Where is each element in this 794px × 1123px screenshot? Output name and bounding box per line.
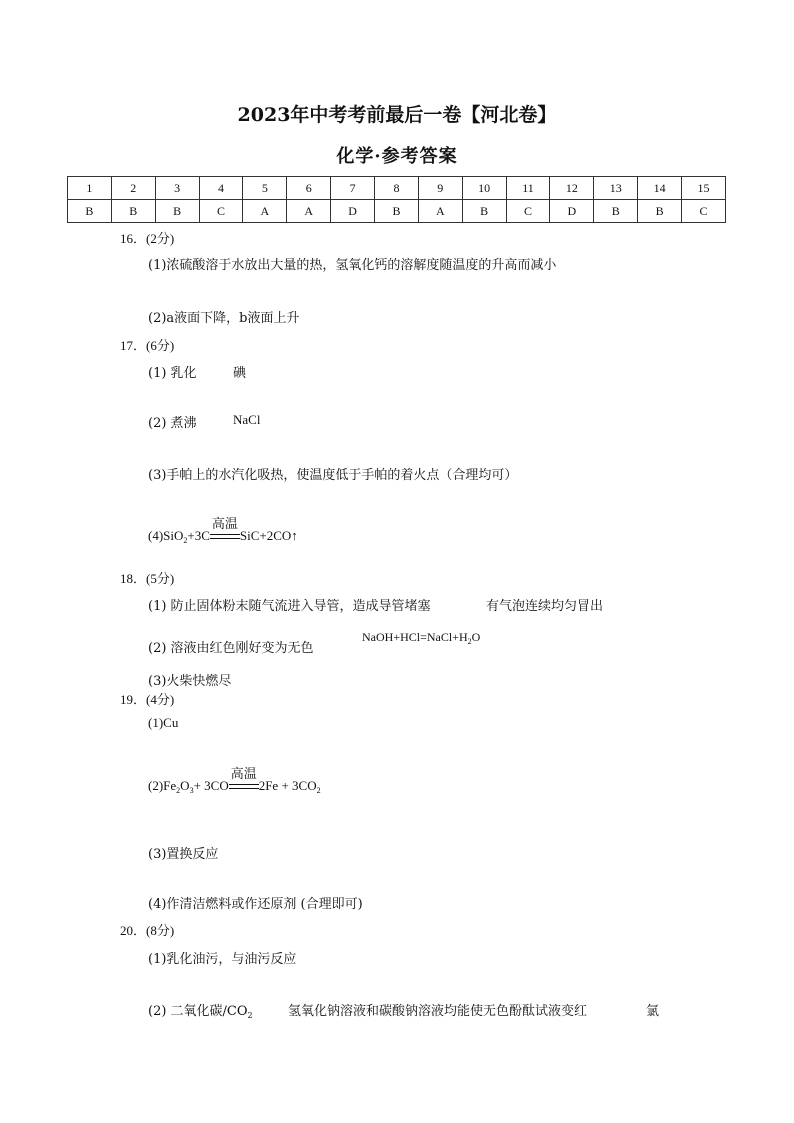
question-number-cell: 6 xyxy=(287,177,331,200)
q18-answer-2a: (2) 溶液由红色刚好变为无色 xyxy=(148,641,314,656)
q19-answer-1: (1)Cu xyxy=(148,715,179,730)
answer-cell: C xyxy=(506,200,550,223)
answer-cell: B xyxy=(638,200,682,223)
answer-cell: B xyxy=(111,200,155,223)
question-18-heading: 18．(5分) xyxy=(120,571,175,586)
q16-answer-1: (1)浓硫酸溶于水放出大量的热，氢氧化钙的溶解度随温度的升高而减小 xyxy=(148,258,557,273)
answer-cell: A xyxy=(287,200,331,223)
question-number-cell: 8 xyxy=(375,177,419,200)
question-19-heading: 19．(4分) xyxy=(120,692,175,707)
reaction-condition: 高温 xyxy=(210,528,240,544)
table-row-numbers xyxy=(68,177,726,200)
q17-answer-1a: (1) 乳化 xyxy=(148,366,197,381)
answer-cell: B xyxy=(594,200,638,223)
question-number-cell: 7 xyxy=(331,177,375,200)
answer-cell: A xyxy=(243,200,287,223)
question-number-cell: 15 xyxy=(682,177,726,200)
q18-answer-1b: 有气泡连续均匀冒出 xyxy=(486,599,604,614)
q16-answer-2: (2)a液面下降，b液面上升 xyxy=(148,311,300,326)
q17-answer-3: (3)手帕上的水汽化吸热，使温度低于手帕的着火点（合理均可） xyxy=(148,468,518,483)
q20-answer-2c: 氯 xyxy=(646,1004,660,1019)
reaction-condition: 高温 xyxy=(229,778,259,794)
question-number-cell: 2 xyxy=(111,177,155,200)
page-subtitle: 化学·参考答案 xyxy=(336,146,458,167)
answer-cell: A xyxy=(418,200,462,223)
question-number-cell: 14 xyxy=(638,177,682,200)
q20-answer-2b: 氢氧化钠溶液和碳酸钠溶液均能使无色酚酞试液变红 xyxy=(288,1004,588,1019)
answer-cell: C xyxy=(199,200,243,223)
question-17-heading: 17．(6分) xyxy=(120,338,175,353)
page-title: 2023年中考考前最后一卷【河北卷】 xyxy=(237,104,557,126)
question-number-cell: 5 xyxy=(243,177,287,200)
answer-table xyxy=(67,176,726,223)
q17-answer-1b: 碘 xyxy=(233,366,247,381)
q18-answer-3: (3)火柴快燃尽 xyxy=(148,674,232,689)
question-20-heading: 20．(8分) xyxy=(120,923,175,938)
q17-answer-2b: NaCl xyxy=(233,412,261,427)
answer-cell: B xyxy=(68,200,112,223)
q18-answer-1a: (1) 防止固体粉末随气流进入导管，造成导管堵塞 xyxy=(148,599,431,614)
question-number-cell: 11 xyxy=(506,177,550,200)
answer-cell: C xyxy=(682,200,726,223)
q19-answer-4: (4)作清洁燃料或作还原剂 (合理即可) xyxy=(148,897,363,912)
q17-answer-2a: (2) 煮沸 xyxy=(148,416,197,431)
question-number-cell: 10 xyxy=(462,177,506,200)
answer-cell: B xyxy=(375,200,419,223)
q19-answer-3: (3)置换反应 xyxy=(148,847,219,862)
answer-cell: D xyxy=(550,200,594,223)
question-number-cell: 12 xyxy=(550,177,594,200)
q17-answer-4-equation: (4)SiO$_2$+3C 高温 SiC+2CO↑ xyxy=(148,516,298,545)
q20-answer-2a: (2) 二氧化碳$/CO_2$ xyxy=(148,1004,253,1020)
answer-cell: B xyxy=(462,200,506,223)
answer-cell: B xyxy=(155,200,199,223)
question-number-cell: 1 xyxy=(68,177,112,200)
question-number-cell: 3 xyxy=(155,177,199,200)
answer-cell: D xyxy=(331,200,375,223)
q20-answer-1: (1)乳化油污，与油污反应 xyxy=(148,952,297,967)
question-number-cell: 13 xyxy=(594,177,638,200)
table-row-answers xyxy=(68,200,726,223)
question-16-heading: 16．(2分) xyxy=(120,231,175,246)
question-number-cell: 9 xyxy=(418,177,462,200)
question-number-cell: 4 xyxy=(199,177,243,200)
q19-answer-2-equation: $(2)Fe_2O_3+ 3CO$ 高温 $2Fe + 3CO_2$ xyxy=(148,766,321,795)
q18-answer-2b-equation: $NaOH+HCl=NaCl+H_2O$ xyxy=(362,630,481,646)
